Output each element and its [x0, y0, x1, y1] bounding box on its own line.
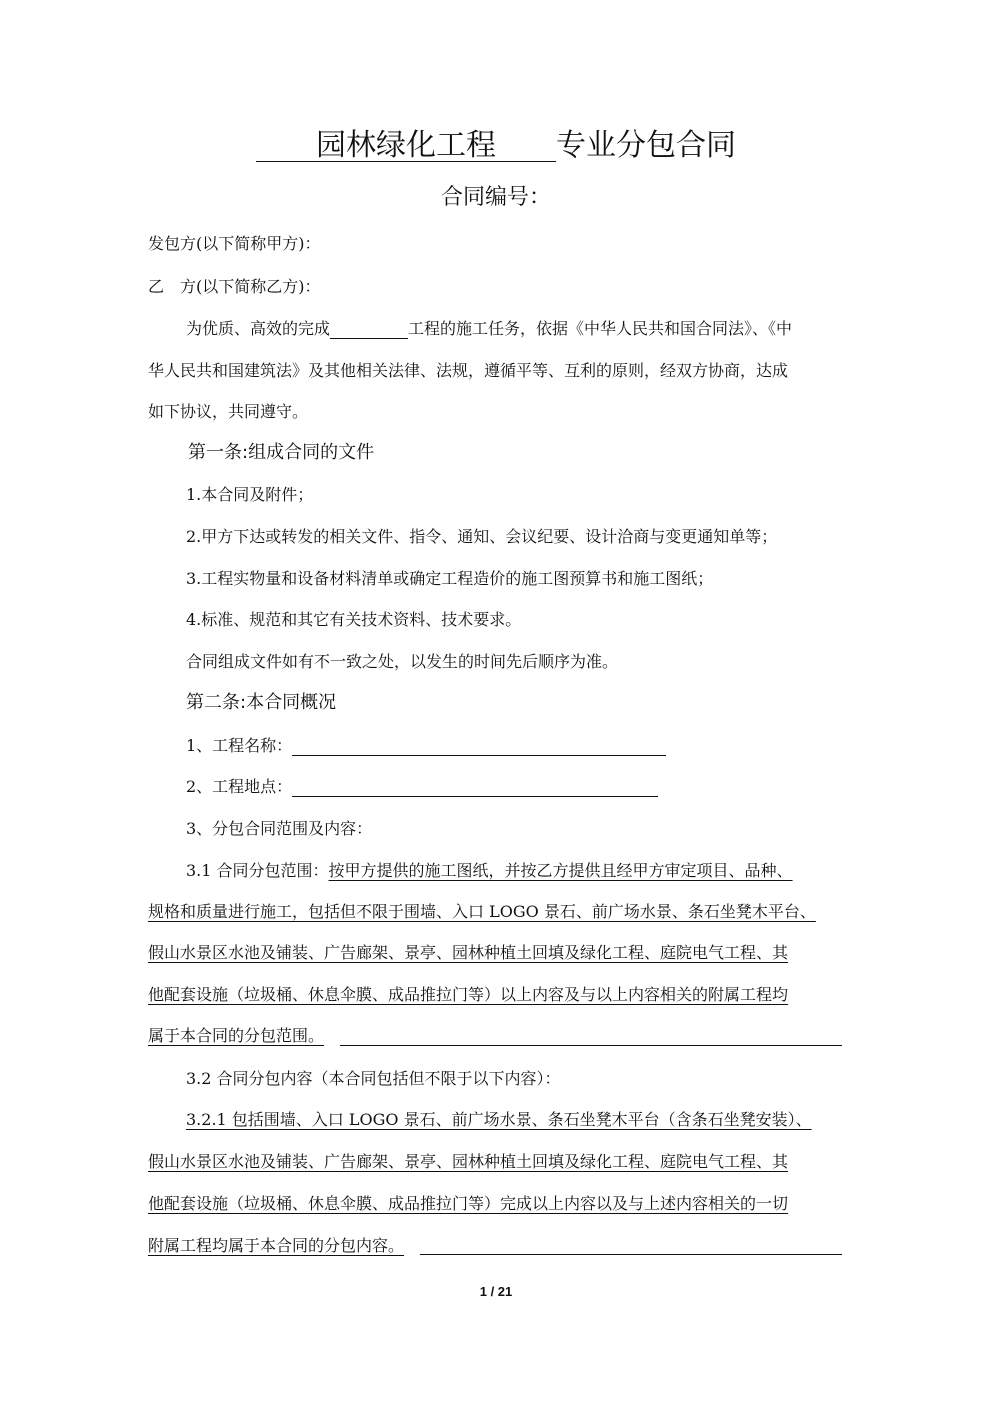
scope-3-2-1-fill-rule [420, 1254, 842, 1255]
article-1-item-4: 4.标准、规范和其它有关技术资料、技术要求。 [186, 610, 522, 629]
scope-3-2-label: 3.2 合同分包内容（本合同包括但不限于以下内容）： [186, 1069, 561, 1088]
scope-label: 3、分包合同范围及内容： [186, 819, 373, 838]
project-name-label: 1、工程名称： [186, 736, 293, 755]
scope-3-1-line-3: 假山水景区水池及铺装、广告廊架、景亭、园林种植土回填及绿化工程、庭院电气工程、其 [148, 943, 789, 962]
article-1-item-3: 3.工程实物量和设备材料清单或确定工程造价的施工图预算书和施工图纸； [186, 569, 714, 588]
title-suffix: 专业分包合同 [556, 128, 736, 163]
preamble-line-1 [186, 319, 792, 339]
preamble-line-3: 如下协议，共同遵守。 [148, 402, 309, 421]
scope-3-1-line-2: 规格和质量进行施工，包括但不限于围墙、入口 LOGO 景石、前广场水景、条石坐凳木平台、 [148, 902, 816, 921]
preamble-text-b: 工程的施工任务，依据《中华人民共和国合同法》、《中 [408, 319, 793, 338]
party-a-line: 发包方(以下简称甲方)： [148, 234, 321, 253]
article-1-item-1: 1.本合同及附件； [186, 485, 314, 504]
project-name-line [186, 736, 666, 756]
title-project-name-underlined: 园林绿化工程 [316, 128, 496, 163]
project-location-label: 2、工程地点： [186, 777, 293, 796]
scope-3-1-line-1 [186, 861, 793, 881]
scope-3-2-1-line-2: 假山水景区水池及铺装、广告廊架、景亭、园林种植土回填及绿化工程、庭院电气工程、其 [148, 1152, 789, 1171]
scope-3-1-label: 3.1 合同分包范围： [186, 861, 329, 880]
scope-3-2-1-text-4: 附属工程均属于本合同的分包内容。 [148, 1236, 405, 1255]
project-blank-field [330, 321, 408, 339]
contract-title [0, 126, 992, 166]
scope-3-2-1-line-3: 他配套设施（垃圾桶、休息伞膜、成品推拉门等）完成以上内容以及与上述内容相关的一切 [148, 1194, 789, 1213]
scope-3-1-text-1: 按甲方提供的施工图纸，并按乙方提供且经甲方审定项目、品种、 [328, 861, 793, 880]
scope-3-2-1-line-4 [148, 1236, 404, 1256]
page-number: 1 / 21 [479, 1284, 513, 1299]
scope-3-1-text-5: 属于本合同的分包范围。 [148, 1026, 325, 1045]
article-2-heading: 第二条:本合同概况 [186, 692, 337, 713]
preamble-line-2: 华人民共和国建筑法》及其他相关法律、法规，遵循平等、互利的原则，经双方协商，达成 [148, 361, 789, 380]
article-1-heading: 第一条:组成合同的文件 [188, 442, 375, 463]
project-location-line [186, 777, 658, 797]
preamble-text-a: 为优质、高效的完成 [186, 319, 331, 338]
scope-3-1-fill-rule [340, 1045, 842, 1046]
party-b-line: 乙 方(以下简称乙方)： [148, 277, 321, 296]
article-1-item-2: 2.甲方下达或转发的相关文件、指令、通知、会议纪要、设计洽商与变更通知单等； [186, 527, 778, 546]
project-name-blank [292, 738, 666, 756]
project-location-blank [292, 779, 658, 797]
scope-3-1-line-5 [148, 1026, 324, 1046]
scope-3-1-line-4: 他配套设施（垃圾桶、休息伞膜、成品推拉门等）以上内容及与以上内容相关的附属工程均 [148, 985, 789, 1004]
article-1-note: 合同组成文件如有不一致之处，以发生的时间先后顺序为准。 [186, 652, 619, 671]
scope-3-2-1-line-1: 3.2.1 包括围墙、入口 LOGO 景石、前广场水景、条石坐凳木平台（含条石坐凳安装）、 [186, 1110, 812, 1129]
contract-number-label: 合同编号： [440, 185, 551, 210]
